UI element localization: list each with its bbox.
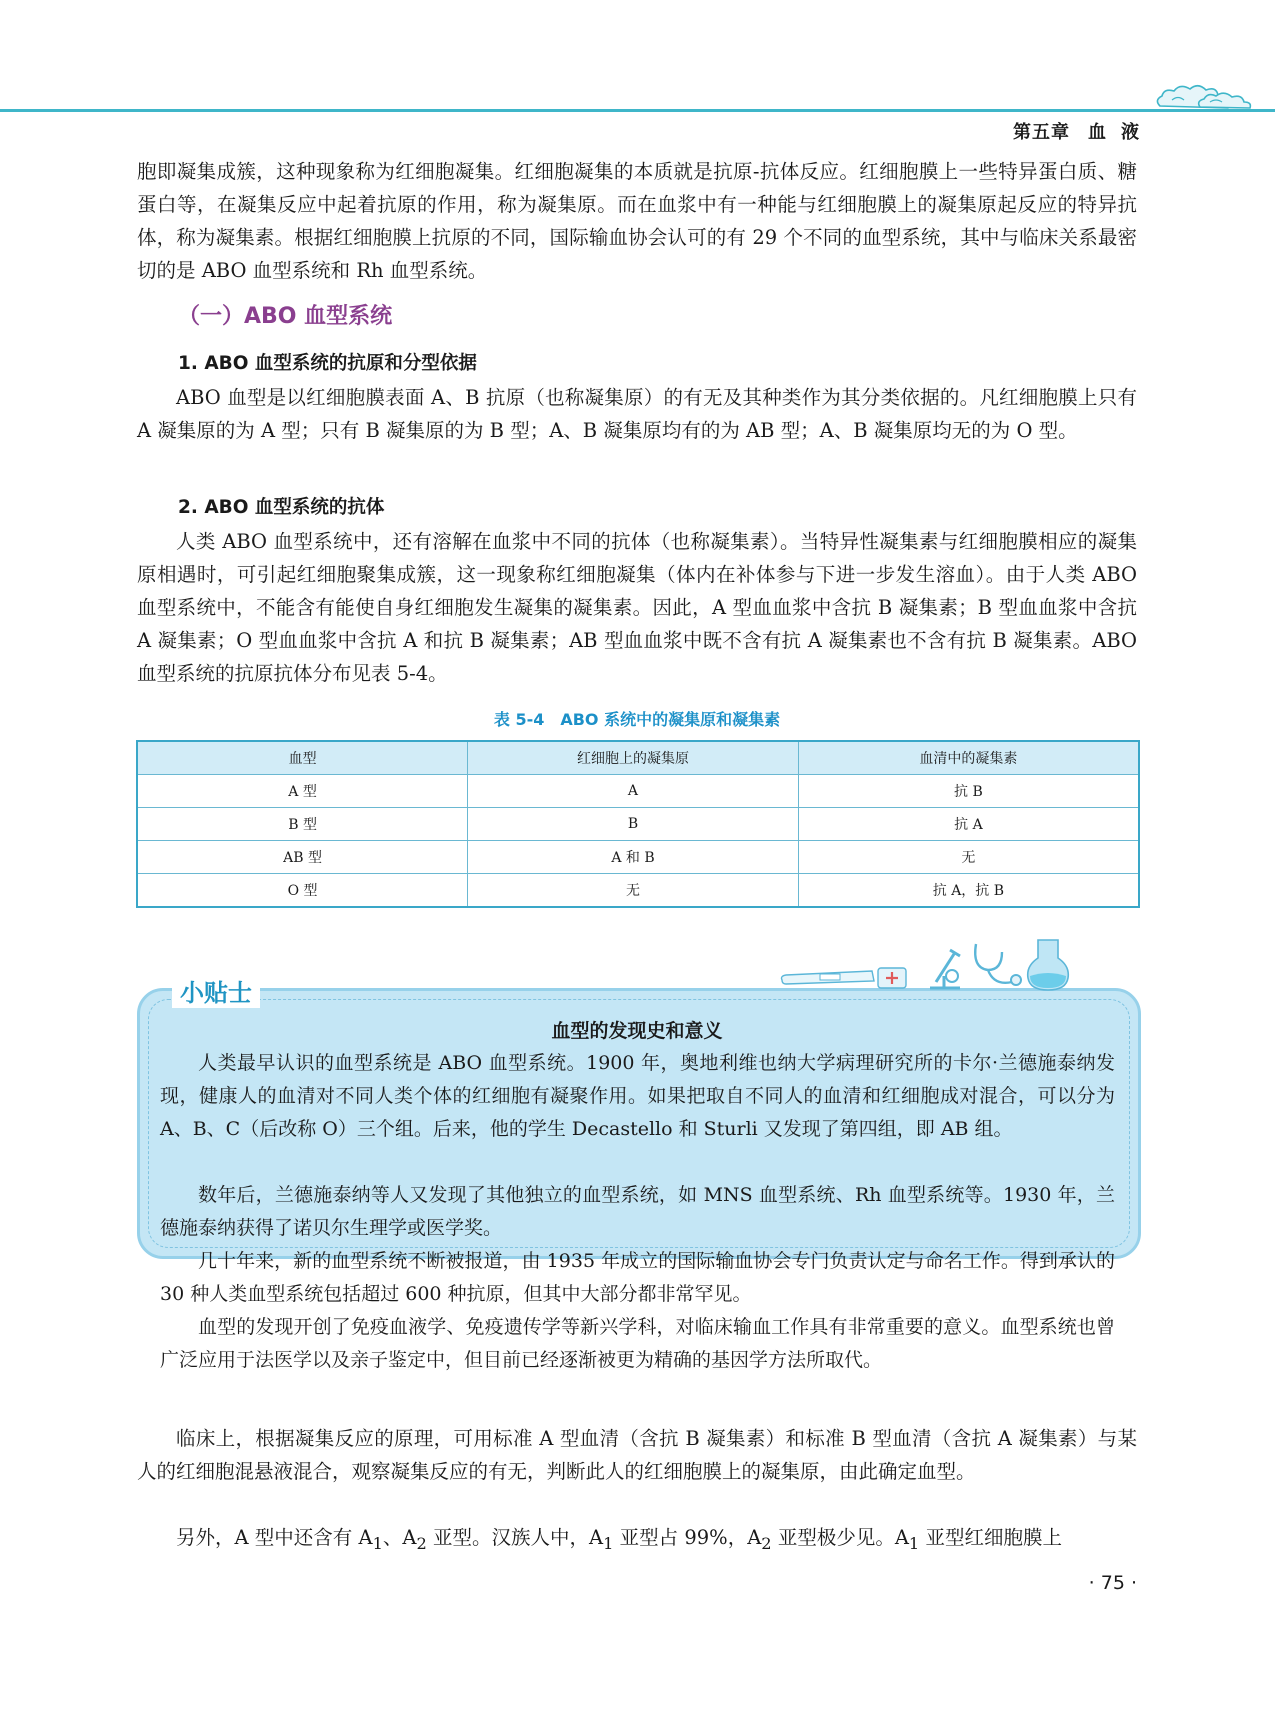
- text-run: 、A: [382, 1526, 417, 1549]
- table-header-cell: 血型: [137, 741, 468, 775]
- tip-paragraph: 几十年来，新的血型系统不断被报道，由 1935 年成立的国际输血协会专门负责认定与命名工作。得到承认的 30 种人类血型系统包括超过 600 种抗原，但其中大部分都非常罕见。: [160, 1250, 1115, 1305]
- cloud-ornament-icon: [1150, 80, 1260, 112]
- table-caption: 表 5-4 ABO 系统中的凝集原和凝集素: [493, 710, 781, 729]
- text-run: 亚型红细胞膜上: [919, 1526, 1062, 1549]
- chapter-label: 第五章: [1013, 122, 1070, 143]
- table-cell: 抗 A，抗 B: [798, 874, 1139, 908]
- table-cell: AB 型: [137, 841, 468, 874]
- table-cell: B 型: [137, 808, 468, 841]
- table-header-cell: 红细胞上的凝集原: [468, 741, 799, 775]
- chapter-header: [1013, 118, 1140, 144]
- table-cell: A: [468, 775, 799, 808]
- paragraph-intro: 胞即凝集成簇，这种现象称为红细胞凝集。红细胞凝集的本质就是抗原-抗体反应。红细胞膜上一些特异蛋白质、糖蛋白等，在凝集反应中起着抗原的作用，称为凝集原。而在血浆中有一种能与红细胞膜上的凝集原起反应的特异抗体，称为凝集素。根据红细胞膜上抗原的不同，国际输血协会认可的有 29 个不同的血型系统，其中与临床关系最密切的是 ABO 血型系统和 Rh 血型系统。: [137, 160, 1137, 282]
- subscript: 1: [908, 1533, 920, 1553]
- text-run: 另外，A 型中还含有 A: [176, 1526, 373, 1549]
- flask-icon: [1028, 940, 1069, 990]
- table-cell: 抗 B: [798, 775, 1139, 808]
- page-number: · 75 ·: [1088, 1572, 1137, 1594]
- table-cell: A 和 B: [468, 841, 799, 874]
- medical-icons: [780, 932, 1070, 992]
- text-run: 亚型占 99%，A: [613, 1526, 762, 1549]
- paragraph-abo-antibodies: 人类 ABO 血型系统中，还有溶解在血浆中不同的抗体（也称凝集素）。当特异性凝集素与红细胞膜相应的凝集原相遇时，可引起红细胞聚集成簇，这一现象称红细胞凝集（体内在补体参与下进一步发生溶血）。由于人类 ABO 血型系统中，不能含有能使自身红细胞发生凝集的凝集素。因此，A 型血血浆中含抗 B 凝集素；B 型血血浆中含抗 A 凝集素；O 型血血浆中含抗 A 和抗 B 凝集素；AB 型血血浆中既不含有抗 A 凝集素也不含有抗 B 凝集素。ABO 血型系统的抗原抗体分布见表 5-4。: [137, 530, 1137, 685]
- table-row: [137, 775, 1139, 808]
- tip-paragraph: 人类最早认识的血型系统是 ABO 血型系统。1900 年，奥地利维也纳大学病理研究所的卡尔·兰德施泰纳发现，健康人的血清对不同人类个体的红细胞有凝聚作用。如果把取自不同人的血清和红细胞成对混合，可以分为 A、B、C（后改称 O）三个组。后来，他的学生 Decastello 和 Sturli 又发现了第四组，即 AB 组。: [160, 1052, 1115, 1140]
- text-run: 亚型。汉族人中，A: [426, 1526, 604, 1549]
- tip-paragraph: 血型的发现开创了免疫血液学、免疫遗传学等新兴学科，对临床输血工作具有非常重要的意义。血型系统也曾广泛应用于法医学以及亲子鉴定中，但目前已经逐渐被更为精确的基因学方法所取代。: [160, 1316, 1115, 1371]
- header-rule: [0, 109, 1275, 112]
- table-row: [137, 874, 1139, 908]
- stethoscope-icon: [975, 944, 1021, 985]
- table-header-row: [137, 741, 1139, 775]
- paragraph-abo-antigens: ABO 血型是以红细胞膜表面 A、B 抗原（也称凝集原）的有无及其种类作为其分类依据的。凡红细胞膜上只有 A 凝集原的为 A 型；只有 B 凝集原的为 B 型；A、B 凝集原均有的为 AB 型；A、B 凝集原均无的为 O 型。: [137, 386, 1137, 442]
- text-run: 亚型极少见。A: [771, 1526, 909, 1549]
- tip-label: 小贴士: [172, 973, 260, 1008]
- table-row: [137, 808, 1139, 841]
- chapter-title-a: 血: [1088, 122, 1107, 143]
- subscript: 1: [603, 1533, 614, 1553]
- table-cell: A 型: [137, 775, 468, 808]
- table-cell: B: [468, 808, 799, 841]
- table-header-cell: 血清中的凝集素: [798, 741, 1139, 775]
- first-aid-kit-icon: [878, 968, 906, 988]
- table-cell: O 型: [137, 874, 468, 908]
- subsection-title-1: 1. ABO 血型系统的抗原和分型依据: [178, 353, 477, 374]
- subsection-title-2: 2. ABO 血型系统的抗体: [178, 497, 385, 518]
- table-cell: 无: [798, 841, 1139, 874]
- abo-table: [136, 740, 1140, 908]
- section-title: （一）ABO 血型系统: [178, 304, 393, 329]
- tip-paragraph: 数年后，兰德施泰纳等人又发现了其他独立的血型系统，如 MNS 血型系统、Rh 血型系统等。1930 年，兰德施泰纳获得了诺贝尔生理学或医学奖。: [160, 1184, 1115, 1239]
- subscript: 1: [372, 1533, 383, 1553]
- table-cell: 抗 A: [798, 808, 1139, 841]
- microscope-icon: [930, 950, 960, 988]
- paragraph-clinical: 临床上，根据凝集反应的原理，可用标准 A 型血清（含抗 B 凝集素）和标准 B 型血清（含抗 A 凝集素）与某人的红细胞混悬液混合，观察凝集反应的有无，判断此人的红细胞膜上的凝集原，由此确定血型。: [137, 1427, 1137, 1483]
- table-row: [137, 841, 1139, 874]
- tip-title: 血型的发现史和意义: [551, 1020, 723, 1042]
- subscript: 2: [416, 1533, 427, 1553]
- paragraph-subtypes: [137, 1521, 1137, 1560]
- chapter-title-b: 液: [1121, 122, 1140, 143]
- thermometer-icon: [782, 971, 875, 984]
- table-cell: 无: [468, 874, 799, 908]
- subscript: 2: [761, 1533, 772, 1553]
